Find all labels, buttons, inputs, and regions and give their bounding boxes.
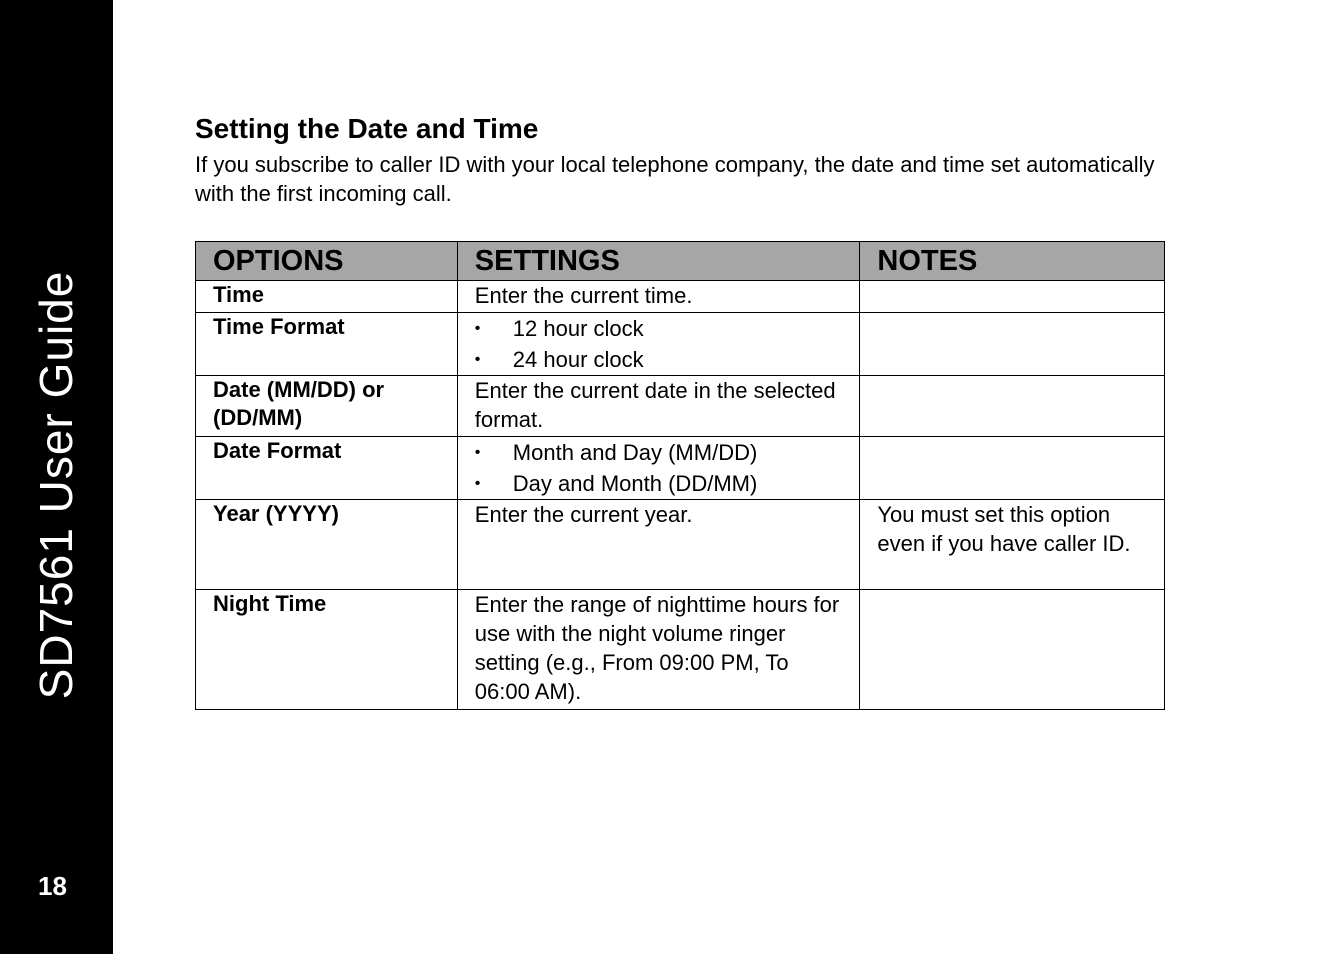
setting-cell: Enter the current date in the selected format. [457,376,860,437]
bullet-icon: • [474,475,481,492]
table-header-row [196,242,1165,281]
note-cell [860,281,1165,313]
guide-title: SD7561 User Guide [30,270,82,700]
setting-cell: Enter the current time. [457,281,860,313]
sidebar [0,0,113,954]
note-cell [860,590,1165,710]
bullet-icon: • [474,351,481,368]
table-row [196,437,1165,500]
list-item: • 12 hour clock [475,313,844,344]
section-intro: If you subscribe to caller ID with your local telephone company, the date and time set automatically with the first incoming call. [195,152,1155,206]
setting-list [475,437,844,499]
list-item: • Month and Day (MM/DD) [475,437,844,468]
note-cell: You must set this option even if you have caller ID. [860,500,1165,590]
section-heading: Setting the Date and Time [195,113,539,144]
table-row [196,500,1165,590]
option-cell: Time [196,281,458,313]
option-cell: Time Format [196,313,458,376]
list-item: • 24 hour clock [475,344,844,375]
note-cell [860,313,1165,376]
header-notes: NOTES [860,242,1165,281]
option-cell: Date Format [196,437,458,500]
table-row [196,281,1165,313]
list-item: • Day and Month (DD/MM) [475,468,844,499]
option-cell: Year (YYYY) [196,500,458,590]
setting-list [475,313,844,375]
page-number: 18 [38,871,67,901]
setting-cell [457,437,860,500]
note-cell [860,376,1165,437]
table-row [196,313,1165,376]
option-cell: Night Time [196,590,458,710]
note-cell [860,437,1165,500]
setting-cell: Enter the range of nighttime hours for use with the night volume ringer setting (e.g., From 09:00 PM, To 06:00 AM). [457,590,860,710]
header-settings: SETTINGS [457,242,860,281]
table-row [196,590,1165,710]
table-row [196,376,1165,437]
setting-cell: Enter the current year. [457,500,860,590]
bullet-icon: • [474,444,481,461]
header-options: OPTIONS [196,242,458,281]
setting-cell [457,313,860,376]
option-cell: Date (MM/DD) or (DD/MM) [196,376,458,437]
settings-table [195,241,1165,710]
bullet-icon: • [474,320,481,337]
